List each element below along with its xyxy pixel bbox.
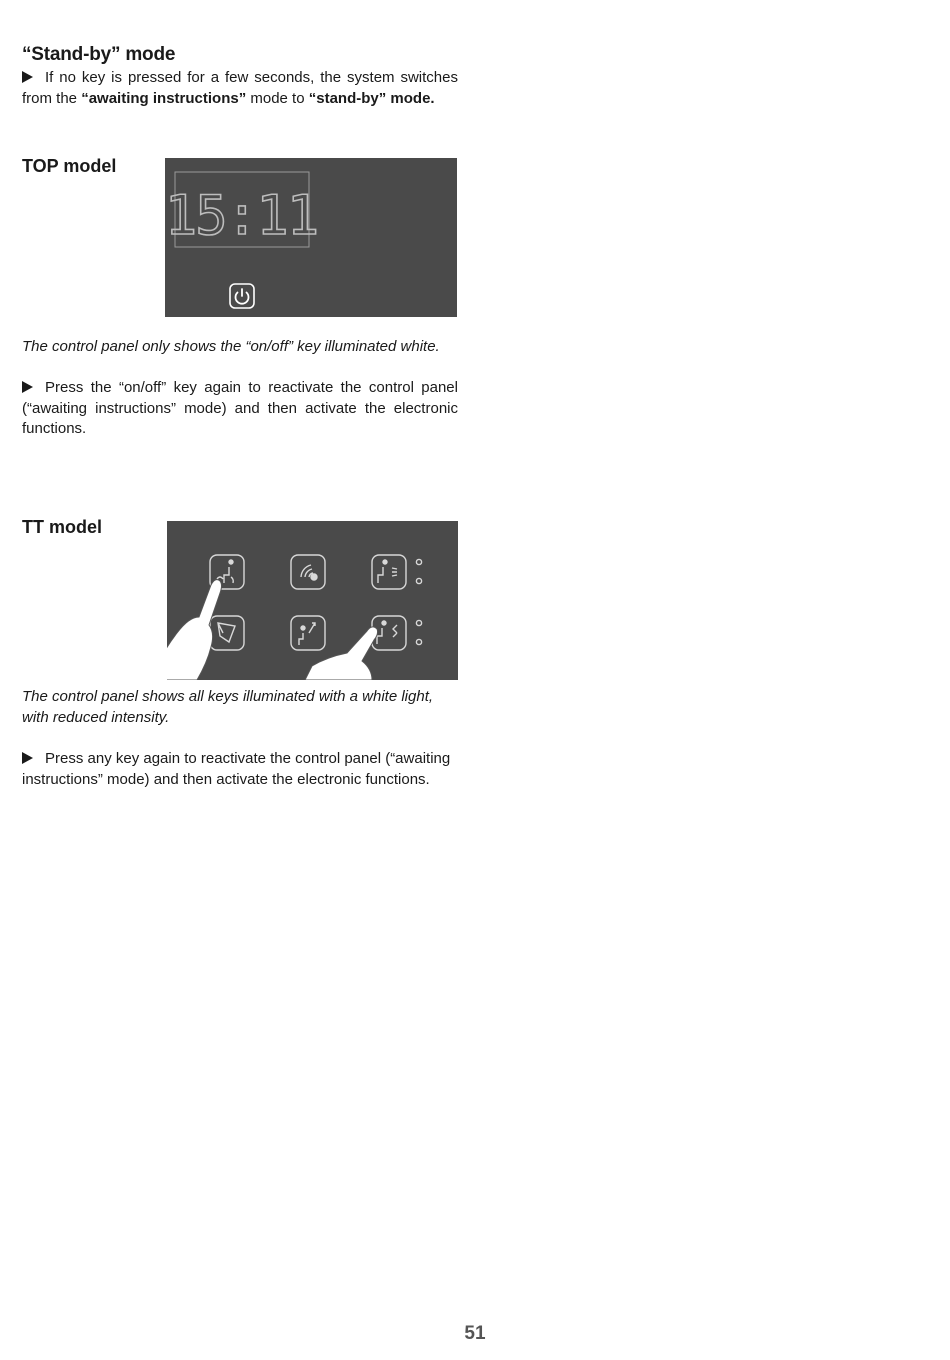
tt-model-title: TT model xyxy=(22,517,102,537)
bullet-triangle-icon xyxy=(22,71,33,83)
page-number: 51 xyxy=(464,1323,486,1344)
indicator-led xyxy=(416,559,421,564)
bullet-triangle-icon xyxy=(22,381,33,393)
tt-control-panel xyxy=(167,521,458,680)
massage-icon[interactable] xyxy=(291,616,325,650)
indicator-led xyxy=(416,620,421,625)
tt-panel-graphic xyxy=(167,521,458,680)
front-wash-icon[interactable] xyxy=(372,555,406,589)
indicator-led xyxy=(416,578,421,583)
top-model-title: TOP model xyxy=(22,156,117,176)
top-instruction: Press the “on/off” key again to reactivate the control panel (“awaiting instructions” mode) and then activate the electronic functions. xyxy=(22,379,458,437)
pressing-hand-icon xyxy=(167,580,378,680)
bullet-triangle-icon xyxy=(22,752,33,764)
dryer-icon[interactable] xyxy=(291,555,325,589)
section-heading: “Stand-by” mode xyxy=(22,44,176,65)
clock-display: 15:11 xyxy=(165,184,318,247)
indicator-led xyxy=(416,639,421,644)
power-icon[interactable] xyxy=(230,284,254,308)
top-caption: The control panel only shows the “on/off” key illuminated white. xyxy=(22,338,440,355)
top-control-panel xyxy=(165,158,457,317)
tt-instruction: Press any key again to reactivate the control panel (“awaiting instructions” mode) and then activate the electronic functions. xyxy=(22,750,451,788)
lid-icon[interactable] xyxy=(210,616,244,650)
top-panel-graphic xyxy=(165,158,457,317)
tt-caption: The control panel shows all keys illuminated with a white light, with reduced intensity. xyxy=(22,688,434,726)
standby-intro: If no key is pressed for a few seconds, the system switches from the “awaiting instructions” mode to “stand-by” mode. xyxy=(22,69,458,107)
